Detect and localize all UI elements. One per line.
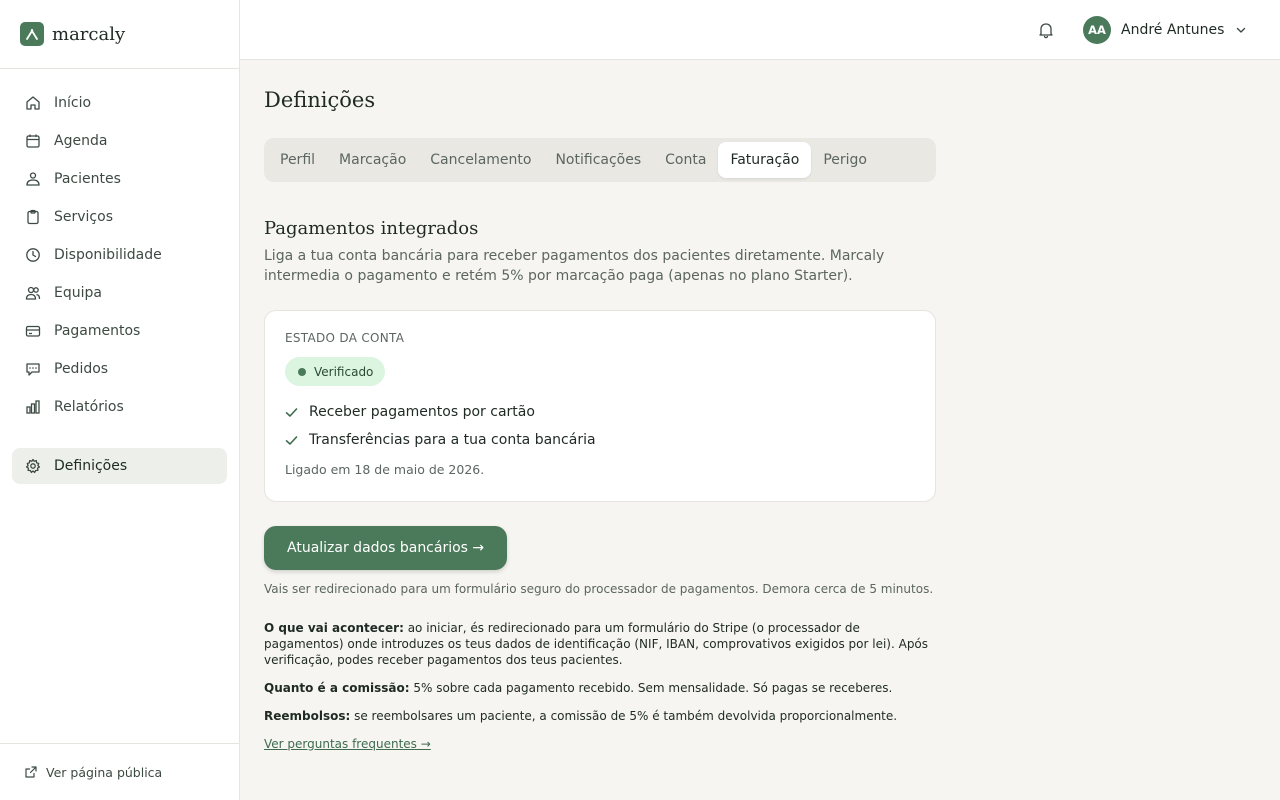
- page-title: Definições: [264, 88, 376, 112]
- update-bank-details-button[interactable]: Atualizar dados bancários →: [264, 526, 507, 570]
- public-page-link[interactable]: [0, 743, 239, 800]
- sidebar-item-equipa[interactable]: [0, 274, 239, 312]
- sidebar: [0, 0, 240, 800]
- clipboard-icon: [25, 209, 41, 225]
- info-refund: [264, 708, 936, 724]
- tab-conta[interactable]: Conta: [665, 152, 707, 168]
- clock-icon: [25, 247, 41, 263]
- sidebar-item-label: Pacientes: [54, 171, 121, 187]
- sidebar-item-servicos[interactable]: [0, 198, 239, 236]
- capabilities-list: [285, 398, 915, 454]
- chevron-down-icon: [1235, 24, 1247, 36]
- sidebar-item-label: Agenda: [54, 133, 108, 149]
- sidebar-item-label: Pedidos: [54, 361, 109, 377]
- brand-logo-icon: [20, 22, 44, 46]
- user-menu[interactable]: [1083, 16, 1247, 44]
- brand-name: marcaly: [52, 23, 126, 45]
- account-status-label: ESTADO DA CONTA: [285, 331, 405, 345]
- status-badge-text: Verificado: [314, 364, 374, 379]
- avatar: AA: [1083, 16, 1111, 44]
- info-section: [264, 620, 936, 752]
- tab-faturacao[interactable]: Faturação: [718, 142, 811, 178]
- info-what: [264, 620, 936, 668]
- info-what-title: O que vai acontecer:: [264, 621, 404, 635]
- faq-link[interactable]: Ver perguntas frequentes →: [264, 737, 431, 751]
- info-what-text: ao iniciar, és redirecionado para um formulário do Stripe (o processador de pagamentos) onde introduzes os teus dados de identificação (NIF, IBAN, comprovativos exigidos por lei). Após verificação, podes receber pagamentos dos teus pacientes.: [264, 621, 929, 667]
- connected-date: Ligado em 18 de maio de 2026.: [285, 462, 485, 477]
- sidebar-item-definicoes[interactable]: [12, 448, 227, 484]
- account-status-card: [264, 310, 936, 502]
- status-dot: [298, 368, 306, 376]
- section-description: Liga a tua conta bancária para receber pagamentos dos pacientes diretamente. Marcaly intermedia o pagamento e retém 5% por marcação paga (apenas no plano Starter).: [264, 248, 885, 284]
- main-content: [264, 60, 936, 752]
- list-item: [285, 426, 915, 454]
- patients-icon: [25, 171, 41, 187]
- info-fee: [264, 680, 936, 696]
- sidebar-nav: [0, 69, 239, 484]
- card-icon: [25, 323, 41, 339]
- capability-text: Receber pagamentos por cartão: [309, 404, 535, 420]
- external-link-icon: [24, 765, 38, 779]
- team-icon: [25, 285, 41, 301]
- public-page-label: Ver página pública: [46, 764, 163, 780]
- info-fee-title: Quanto é a comissão:: [264, 681, 410, 695]
- tab-notificacoes[interactable]: Notificações: [555, 152, 642, 168]
- sidebar-item-pacientes[interactable]: [0, 160, 239, 198]
- topbar: [240, 0, 1280, 60]
- sidebar-item-label: Definições: [54, 458, 128, 474]
- redirect-note: Vais ser redirecionado para um formulário seguro do processador de pagamentos. Demora cerca de 5 minutos.: [264, 582, 934, 596]
- settings-tabs: [264, 138, 936, 182]
- info-fee-text: 5% sobre cada pagamento recebido. Sem mensalidade. Só pagas se receberes.: [409, 681, 893, 695]
- sidebar-item-agenda[interactable]: [0, 122, 239, 160]
- sidebar-item-label: Disponibilidade: [54, 247, 162, 263]
- tab-perigo[interactable]: Perigo: [823, 152, 867, 168]
- user-name: André Antunes: [1121, 22, 1225, 38]
- tab-marcacao[interactable]: Marcação: [339, 152, 407, 168]
- section-title: Pagamentos integrados: [264, 218, 479, 239]
- sidebar-item-inicio[interactable]: [0, 84, 239, 122]
- sidebar-item-label: Pagamentos: [54, 323, 141, 339]
- chart-icon: [25, 399, 41, 415]
- sidebar-item-disponibilidade[interactable]: [0, 236, 239, 274]
- sidebar-item-label: Serviços: [54, 209, 113, 225]
- list-item: [285, 398, 915, 426]
- info-refund-title: Reembolsos:: [264, 709, 351, 723]
- sidebar-item-label: Início: [54, 95, 92, 111]
- sidebar-item-label: Equipa: [54, 285, 102, 301]
- sidebar-item-pedidos[interactable]: [0, 350, 239, 388]
- home-icon: [25, 95, 41, 111]
- gear-icon: [25, 458, 41, 474]
- capability-text: Transferências para a tua conta bancária: [309, 432, 596, 448]
- sidebar-item-label: Relatórios: [54, 399, 124, 415]
- sidebar-item-pagamentos[interactable]: [0, 312, 239, 350]
- calendar-icon: [25, 133, 41, 149]
- bell-icon[interactable]: [1036, 20, 1056, 40]
- sidebar-item-relatorios[interactable]: [0, 388, 239, 426]
- info-refund-text: se reembolsares um paciente, a comissão de 5% é também devolvida proporcionalmente.: [350, 709, 898, 723]
- brand[interactable]: [0, 0, 239, 69]
- check-icon: [285, 434, 298, 447]
- check-icon: [285, 406, 298, 419]
- tab-cancelamento[interactable]: Cancelamento: [430, 152, 532, 168]
- tab-perfil[interactable]: Perfil: [280, 152, 316, 168]
- status-badge: [285, 357, 385, 386]
- chat-icon: [25, 361, 41, 377]
